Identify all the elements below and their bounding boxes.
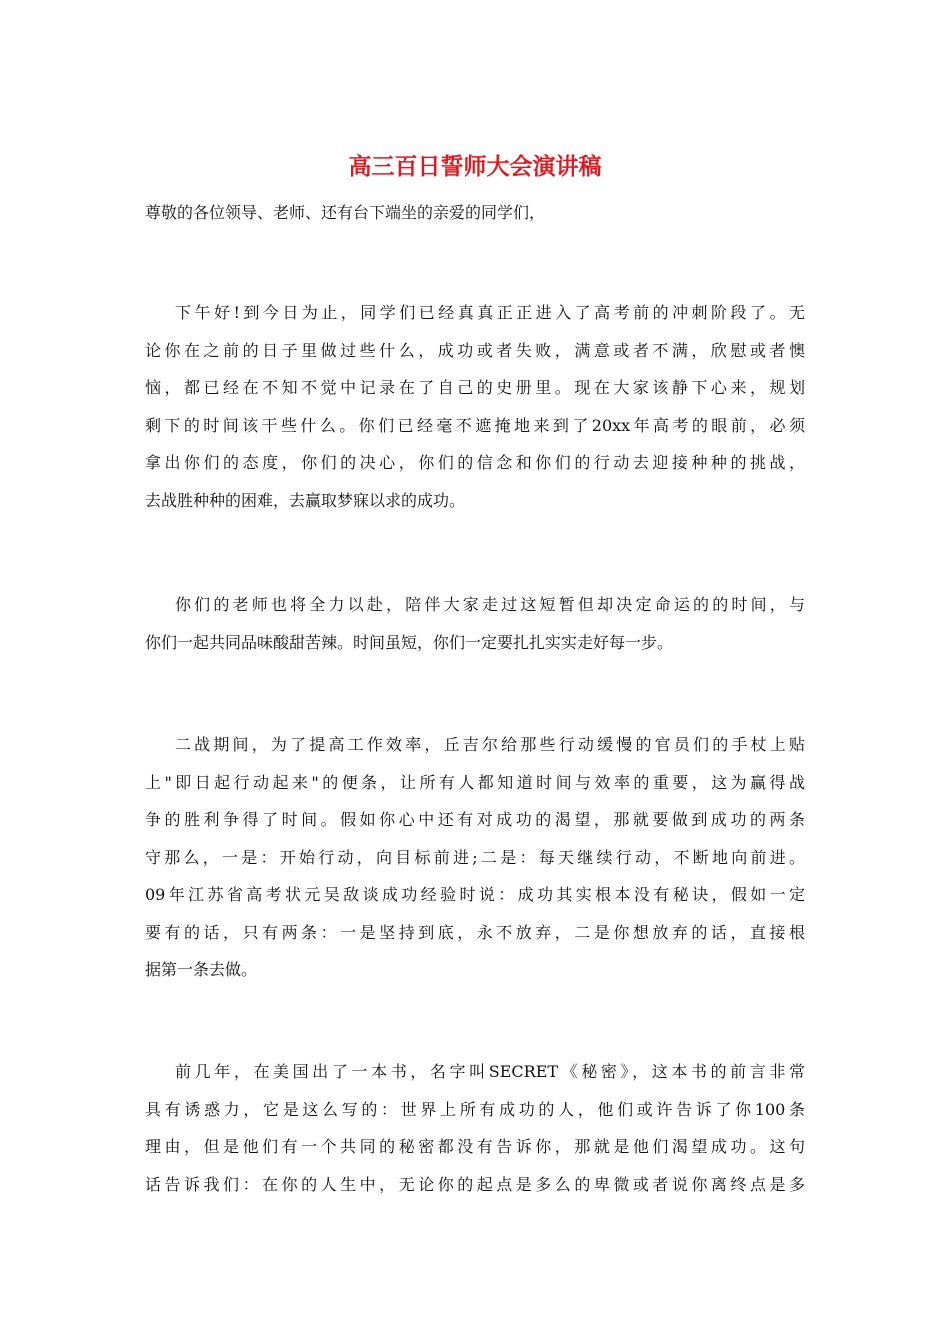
paragraph-4 (145, 1053, 805, 1203)
paragraph-line: 具有诱惑力，它是这么写的：世界上所有成功的人，他们或许告诉了你100条 (145, 1099, 805, 1119)
paragraph-line: 理由，但是他们有一个共同的秘密都没有告诉你，那就是他们渴望成功。这句 (145, 1137, 805, 1156)
paragraph-line: 剩下的时间该干些什么。你们已经毫不遮掩地来到了20xx年高考的眼前，必须 (145, 415, 805, 435)
paragraph-line: 守那么，一是：开始行动，向目标前进;二是：每天继续行动，不断地向前进。 (145, 847, 805, 867)
paragraph-line: 据第一条去做。 (145, 960, 258, 979)
paragraph-line: 话告诉我们：在你的人生中，无论你的起点是多么的卑微或者说你离终点是多 (145, 1174, 805, 1194)
paragraph-3 (145, 726, 805, 989)
paragraph-line: 你们的老师也将全力以赴，陪伴大家走过这短暂但却决定命运的的时间，与 (175, 595, 805, 614)
paragraph-line: 恼，都已经在不知不觉中记录在了自己的史册里。现在大家该静下心来，规划 (145, 378, 805, 397)
document-title: 高三百日誓师大会演讲稿 (348, 153, 602, 180)
paragraph-line: 拿出你们的态度，你们的决心，你们的信念和你们的行动去迎接种种的挑战， (145, 453, 805, 472)
paragraph-line: 上"即日起行动起来"的便条，让所有人都知道时间与效率的重要，这为赢得战 (145, 772, 805, 792)
paragraph-line: 下午好!到今日为止，同学们已经真真正正进入了高考前的冲刺阶段了。无 (175, 303, 805, 322)
paragraph-line: 你们一起共同品味酸甜苦辣。时间虽短，你们一定要扎扎实实走好每一步。 (145, 632, 674, 652)
paragraph-line: 论你在之前的日子里做过些什么，成功或者失败，满意或者不满，欣慰或者懊 (145, 340, 805, 360)
paragraph-line: 要有的话，只有两条：一是坚持到底，永不放弃，二是你想放弃的话，直接根 (145, 922, 805, 942)
paragraph-line: 前几年，在美国出了一本书，名字叫SECRET《秘密》，这本书的前言非常 (175, 1062, 805, 1081)
salutation: 尊敬的各位领导、老师、还有台下端坐的亲爱的同学们， (145, 203, 546, 222)
paragraph-line: 二战期间，为了提高工作效率，丘吉尔给那些行动缓慢的官员们的手杖上贴 (175, 735, 805, 754)
paragraph-1 (145, 294, 805, 519)
paragraph-line: 争的胜利争得了时间。假如你心中还有对成功的渴望，那就要做到成功的两条 (145, 810, 805, 829)
paragraph-line: 去战胜种种的困难，去赢取梦寐以求的成功。 (145, 490, 466, 510)
paragraph-2 (145, 586, 805, 661)
paragraph-line: 09年江苏省高考状元吴敌谈成功经验时说：成功其实根本没有秘诀，假如一定 (145, 885, 805, 904)
